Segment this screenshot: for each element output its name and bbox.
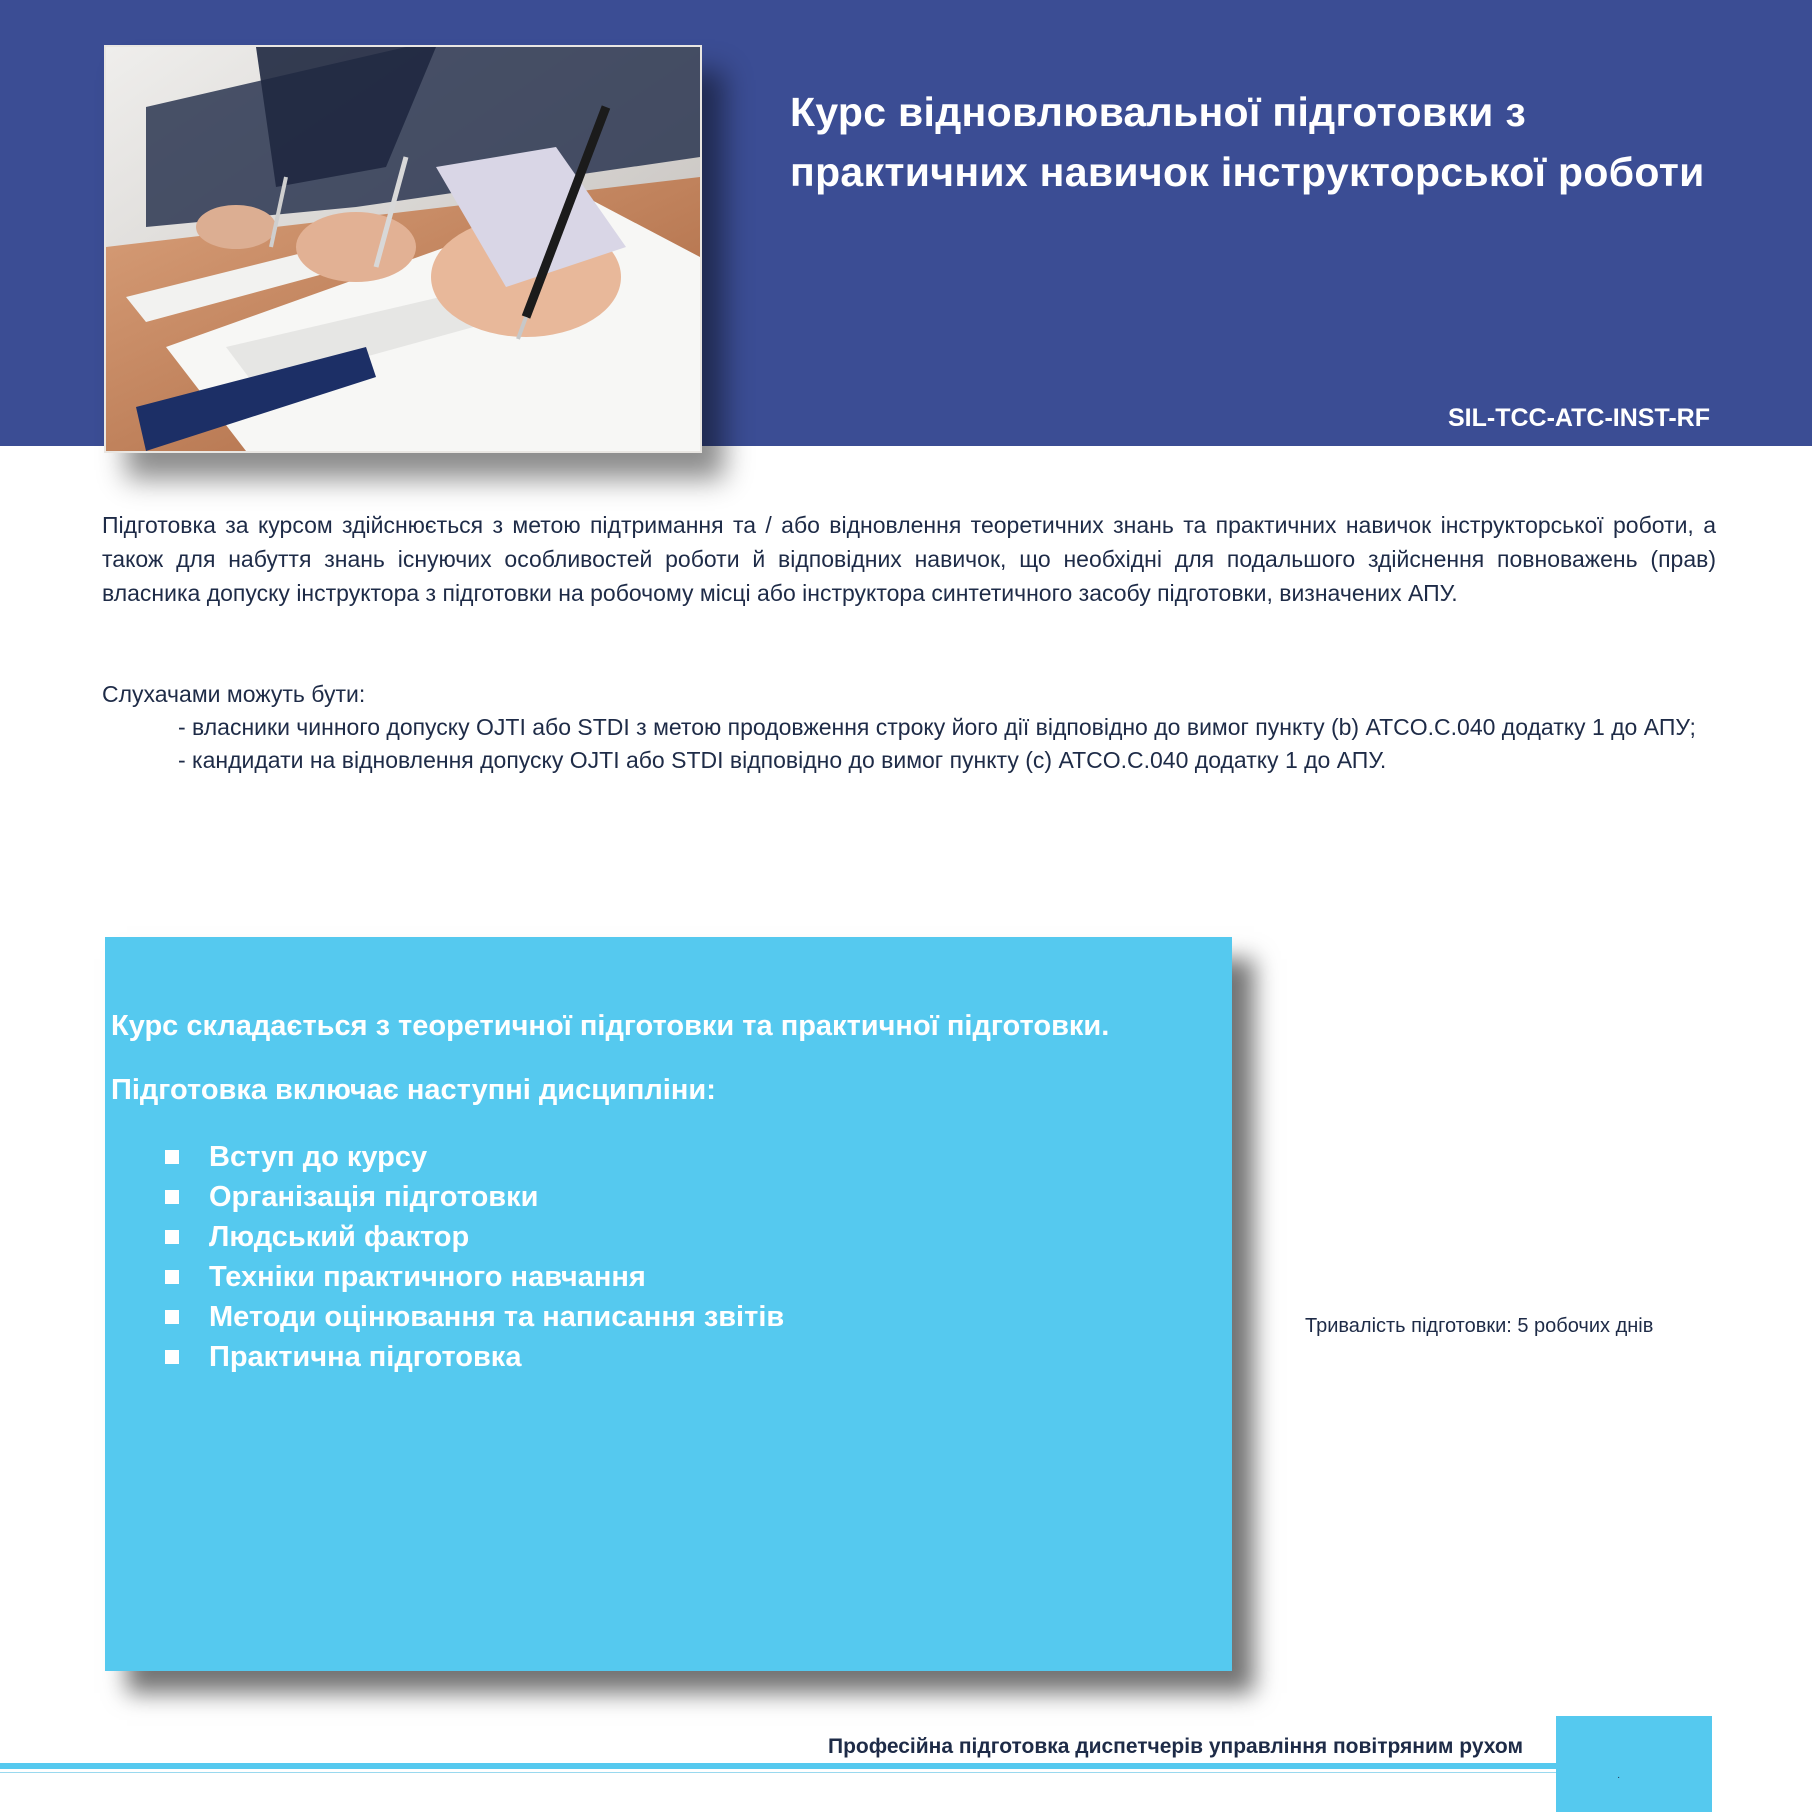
training-duration: Тривалість підготовки: 5 робочих днів [1305, 1315, 1654, 1337]
square-bullet-icon [165, 1230, 179, 1244]
discipline-label: Організація підготовки [209, 1181, 539, 1213]
discipline-label: Вступ до курсу [209, 1141, 428, 1173]
list-item: - власники чинного допуску OJTI або STDI з метою продовження строку його дії відповідно до вимог пункту (b) ATCO.C.040 додатку 1 до АПУ; [178, 714, 1696, 740]
list-item [165, 1337, 784, 1377]
discipline-label: Методи оцінювання та написання звітів [209, 1301, 785, 1333]
disciplines-list [165, 1137, 784, 1377]
discipline-label: Людський фактор [209, 1221, 470, 1253]
square-bullet-icon [165, 1310, 179, 1324]
page-title: Курс відновлювальної підготовки з практичних навичок інструкторської роботи [790, 89, 1705, 195]
disciplines-subheading: Підготовка включає наступні дисципліни: [111, 1074, 716, 1106]
footer-divider [0, 1763, 1556, 1769]
header-band [0, 0, 1812, 446]
writing-hands-photo [104, 45, 702, 453]
list-item [165, 1257, 784, 1297]
list-item [165, 1137, 784, 1177]
listeners-heading: Слухачами можуть бути: [102, 681, 366, 707]
footer-text: Професійна підготовка диспетчерів управління повітряним рухом [828, 1735, 1523, 1758]
intro-paragraph: Підготовка за курсом здійснюється з метою підтримання та / або відновлення теоретичних знань та практичних навичок інструкторської роботи, а також для набуття знань існуючих особливостей роботи й відповідних навичок, що необхідні для подальшого здійснення повноважень (прав) власника допуску інструктора з підготовки на робочому місці або інструктора синтетичного засобу підготовки, визначених АПУ. [102, 512, 1716, 606]
list-item [165, 1297, 784, 1337]
list-item [165, 1217, 784, 1257]
course-code: SIL-TCC-ATC-INST-RF [1448, 404, 1710, 432]
list-item: - кандидати на відновлення допуску OJTI або STDI відповідно до вимог пункту (с) ATCO.C.040 додатку 1 до АПУ. [178, 747, 1387, 773]
square-bullet-icon [165, 1190, 179, 1204]
list-item [165, 1177, 784, 1217]
listeners-list [178, 711, 1708, 777]
discipline-label: Техніки практичного навчання [209, 1261, 646, 1293]
photo-illustration [106, 47, 700, 451]
discipline-label: Практична підготовка [209, 1341, 522, 1373]
disciplines-intro: Курс складається з теоретичної підготовки та практичної підготовки. [111, 1010, 1110, 1042]
page-marker: · [1617, 1772, 1621, 1783]
page-number-tab [1556, 1716, 1712, 1812]
disciplines-panel [105, 937, 1232, 1671]
square-bullet-icon [165, 1150, 179, 1164]
footer-divider-thin [0, 1772, 1556, 1773]
square-bullet-icon [165, 1270, 179, 1284]
square-bullet-icon [165, 1350, 179, 1364]
